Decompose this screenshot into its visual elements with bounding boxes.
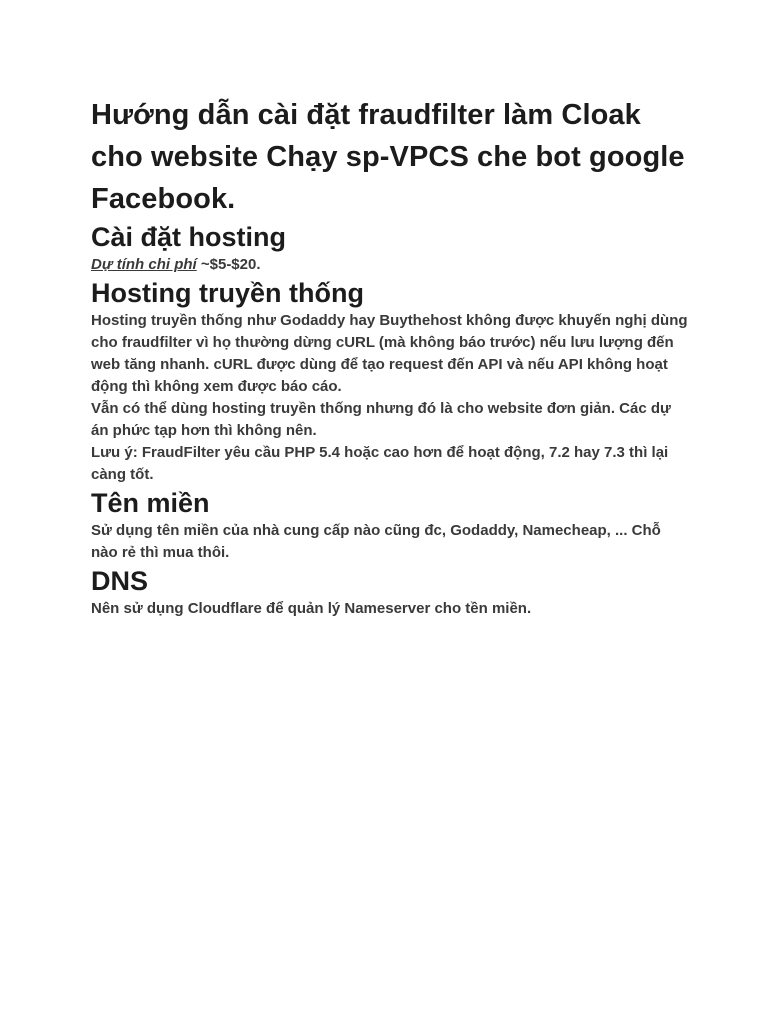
section-heading-domain: Tên miền [91, 488, 210, 518]
traditional-hosting-paragraph-2: Vẫn có thể dùng hosting truyền thống nhưng đó là cho website đơn giản. Các dự án phức tạp hơn thì không nên. [91, 400, 671, 439]
php-requirement-note: Lưu ý: FraudFilter yêu cầu PHP 5.4 hoặc cao hơn để hoạt động, 7.2 hay 7.3 thì lại càng tốt. [91, 444, 669, 483]
dns-paragraph: Nên sử dụng Cloudflare để quản lý Nameserver cho tền miền. [91, 600, 532, 617]
cost-value: ~$5-$20. [196, 256, 261, 273]
section-heading-dns: DNS [91, 566, 149, 596]
section-heading-install-hosting: Cài đặt hosting [91, 222, 286, 252]
cost-estimate [91, 254, 691, 276]
domain-paragraph: Sử dụng tên miền của nhà cung cấp nào cũng đc, Godaddy, Namecheap, ... Chỗ nào rẻ thì mua thôi. [91, 522, 661, 561]
section-heading-traditional-hosting: Hosting truyền thống [91, 278, 364, 308]
cost-label: Dự tính chi phí [91, 256, 197, 273]
document-title: Hướng dẫn cài đặt fraudfilter làm Cloak cho website Chạy sp-VPCS che bot google Facebook. [91, 99, 685, 215]
document-page [91, 94, 691, 620]
traditional-hosting-paragraph-1: Hosting truyền thống như Godaddy hay Buythehost không được khuyến nghị dùng cho fraudfilter vì họ thường dừng cURL (mà không báo trước) nếu lưu lượng đến web tăng nhanh. cURL được dùng để tạo request đến API và nếu API không hoạt động thì không xem được báo cáo. [91, 312, 688, 395]
